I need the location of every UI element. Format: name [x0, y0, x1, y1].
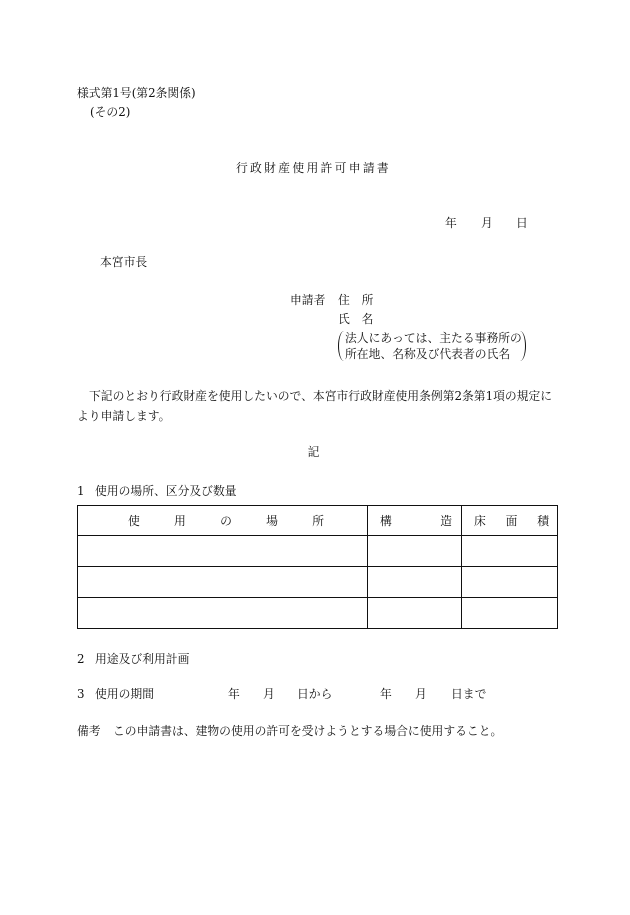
right-bracket [519, 331, 526, 361]
table-row [78, 598, 558, 629]
section-3-number: 3 [77, 687, 85, 701]
date-month-unit: 月 [481, 216, 493, 230]
corporate-note-line-2: 所在地、名称及び代表者の氏名 [345, 347, 511, 361]
period-end-year-unit: 年 [380, 687, 392, 701]
table-cell-structure [368, 598, 462, 629]
body-text-line-1: 下記のとおり行政財産を使用したいので、本宮市行政財産使用条例第2条第1項の規定に [89, 389, 553, 403]
column-header-place [78, 506, 368, 536]
date-day-unit: 日 [516, 216, 528, 230]
column-header-floor-area [462, 506, 558, 536]
table-cell-floor-area [462, 536, 558, 567]
applicant-label: 申請者 [290, 293, 326, 307]
ki-heading: 記 [307, 445, 320, 459]
period-end-day-unit: 日まで [451, 687, 487, 701]
addressee: 本宮市長 [100, 255, 148, 269]
section-2-number: 2 [77, 652, 85, 666]
address-label: 住 所 [338, 293, 374, 307]
remarks-text: この申請書は、建物の使用の許可を受けようとする場合に使用すること。 [113, 724, 503, 738]
name-label: 氏 名 [338, 312, 374, 326]
table-cell-place [78, 567, 368, 598]
table-cell-structure [368, 567, 462, 598]
column-header-structure [368, 506, 462, 536]
table-header-row [78, 506, 558, 536]
table-row [78, 567, 558, 598]
period-start-year-unit: 年 [228, 687, 240, 701]
table-cell-floor-area [462, 598, 558, 629]
table-cell-place [78, 598, 368, 629]
table-cell-floor-area [462, 567, 558, 598]
body-text-line-2: より申請します。 [77, 409, 171, 423]
usage-table [77, 505, 558, 629]
section-3-label: 使用の期間 [95, 687, 154, 701]
corporate-note-line-1: 法人にあっては、主たる事務所の [345, 331, 522, 345]
table-row [78, 536, 558, 567]
period-start-month-unit: 月 [263, 687, 275, 701]
remarks-label: 備考 [77, 724, 101, 738]
form-sub-number: (その2) [90, 105, 131, 119]
period-start-day-unit: 日から [297, 687, 333, 701]
form-number: 様式第1号(第2条関係) [77, 86, 196, 100]
period-end-month-unit: 月 [415, 687, 427, 701]
date-year-unit: 年 [445, 216, 457, 230]
section-2-label: 用途及び利用計画 [95, 652, 190, 666]
column-header-label: 使用の場所 [128, 513, 324, 528]
column-header-label: 構造 [380, 513, 452, 528]
document-title: 行政財産使用許可申請書 [235, 161, 392, 175]
table-cell-structure [368, 536, 462, 567]
section-1-number: 1 [77, 484, 85, 498]
section-1-label: 使用の場所、区分及び数量 [95, 484, 237, 498]
table-cell-place [78, 536, 368, 567]
column-header-label: 床面積 [474, 513, 549, 528]
left-bracket [338, 331, 345, 361]
